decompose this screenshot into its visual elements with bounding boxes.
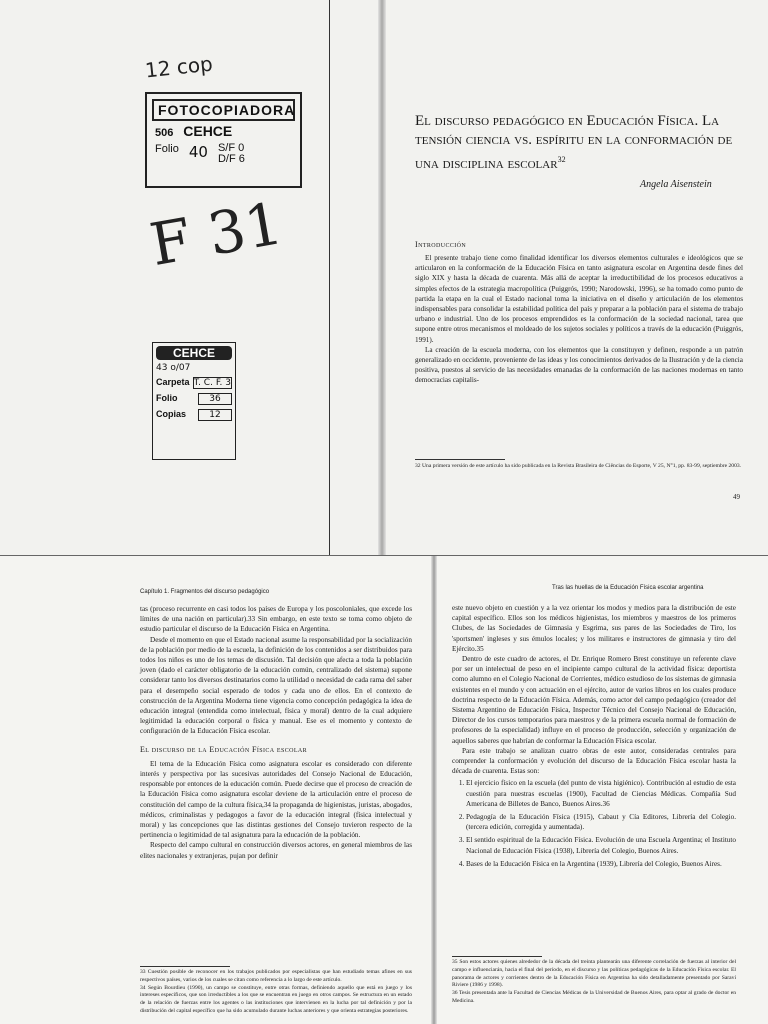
- footnote-35: 35 Son estos actores quienes alrededor de la década del treinta plantearán una diferente correlación de fuerzas al interior del campo e influenciarán, hacia el final del período, en el discurso y las políticas pedagógicas de la Educación Física escolar. El panorama de actores y corrientes dentro de la Educación Física en Argentina ha sido detalladamente presentado por Saraví Riviere (1986 y 1998).: [452, 959, 736, 989]
- copias-row: [156, 409, 232, 421]
- section-introduccion: Introducción: [415, 240, 467, 249]
- copias-label: Copias: [156, 409, 187, 419]
- archive-logo: CEHCE: [156, 346, 232, 360]
- handwriting-big: F 31: [145, 189, 288, 279]
- section-discurso: El discurso de la Educación Física escolar: [140, 744, 308, 754]
- list-item: 4. Bases de la Educación Física en la Argentina (1939), Librería del Colegio, Buenos Aires.: [466, 859, 736, 869]
- df-value: 6: [238, 153, 245, 165]
- article-title-text: El discurso pedagógico en Educación Física. La tensión ciencia vs. espíritu en la conformación de una disciplina escolar: [415, 113, 733, 172]
- left-page-edge: [329, 0, 330, 555]
- top-gutter-shadow: [378, 0, 386, 555]
- paragraph: El tema de la Educación Física como asignatura escolar es considerado con diferente interés y perspectiva por las sucesivas autoridades del Consejo Nacional de Educación, responsable por entonces de la educación común. Puede decirse que el proceso de creación de la Educación Física como asignatura escolar deviene de la articulación entre el proceso de constitución del campo de la cultura física,34 la propaganda de higienistas, juristas, abogados, médicos, criminalistas y pedagogos a favor de la educación integral (física intelectual y moral) y las concepciones que las distintas gestiones del Consejo tuvieron respecto de la pertinencia o legitimidad de tal asignatura para la educación de la población.: [140, 759, 412, 840]
- paragraph: Desde el momento en que el Estado nacional asume la responsabilidad por la socialización de la población por medio de la escuela, la definición de los contenidos a ser distribuidos para todos los niños es uno de los temas de discusión. Tal decisión que afecta a toda la población joven (dado el carácter obligatorio de la educación común, centralizado del sistema) supone considerar tanto los diversos destinatarios como la utilidad o necesidad de cada rama del saber para el desempeño social esperado de todos y cada uno de ellos. En el contexto de construcción de la Argentina Moderna tiene vigencia como concepción pedagógica la idea de educación integral (entendida como intelectual, física y moral) dentro de la cual adquiere legitimidad la educación corporal o física y manual. Ese es el momento y contexto de configuración de la Educación Física escolar.: [140, 635, 412, 736]
- page50-body: [140, 604, 412, 861]
- spread-divider: [0, 555, 768, 556]
- carpeta-label: Carpeta: [156, 377, 190, 387]
- footnote-36: 36 Tesis presentada ante la Facultad de Ciencias Médicas de la Universidad de Buenos Aires, para optar al grado de doctor en Medicina.: [452, 990, 736, 1004]
- side-folio-value: 36: [198, 393, 232, 405]
- stamp-title: FOTOCOPIADORA: [152, 99, 295, 121]
- paragraph: este nuevo objeto en cuestión y a la vez orientar los modos y medios para la distribución de este capital específico. Ellos son los médicos higienistas, los miembros y maestros de los primeros Clubes, de las Sociedades de Gimnasia y Esgrima, sus pares de las Sociedades de Tiro, los 'sportsmen' ingleses y sus émulos locales; y los militares e instructores de gimnasia y tiro del Ejército.35: [452, 604, 736, 653]
- carpeta-value: T. C. F. 3: [193, 378, 231, 388]
- footnote-rule: [452, 956, 542, 957]
- list-item: 1. El ejercicio físico en la escuela (del punto de vista higiénico). Contribución al estudio de esta cuestión para nuestras escuelas (1900), Facultad de Ciencias Médicas. Compañía Sud Americana de Billetes de Banco, Buenos Aires.36: [466, 778, 736, 809]
- footnote-32: 32 Una primera versión de este artículo ha sido publicada en la Revista Brasileira de Ciências do Esporte, V 25, N°1, pp. 83-99, septiembre 2003.: [415, 463, 742, 469]
- archive-stamp: [152, 342, 236, 460]
- paragraph: El presente trabajo tiene como finalidad identificar los diversos elementos culturales e ideológicos que se articularon en la conformación de la Educación Física en tanto asignatura escolar en Argentina desde fines del siglo XIX y hasta la década de cuarenta. Más allá de aceptar la irreductibilidad de los procesos educativos a simples efectos de la estrategia macropolítica (Puiggrós, 1990; Narodowski, 1996), se ha tomado como punto de partida la etapa en la cual el Estado nacional toma la iniciativa en el diseño y articulación de los elementos indispensables para consolidar la estabilidad política del país y preparar a la población para el sistema de trabajo urbano e industrial. Uno de los procesos emprendidos es la conformación de la sociedad nacional, tarea que supone entre otros mecanismos el moldeado de los sujetos sociales y políticos a través de la educación (Puiggrós, 1991).: [415, 254, 743, 344]
- page49-body: [415, 253, 743, 386]
- article-title: [415, 112, 745, 174]
- sf-df: [218, 143, 245, 165]
- paragraph: Respecto del campo cultural en construcción diversos actores, en general miembros de las elites nacionales y extranjeras, pujan por definir: [140, 841, 412, 860]
- sf-label: S/F: [217, 142, 236, 154]
- stamp-name: CEHCE: [183, 123, 233, 139]
- fotocopiadora-stamp: [145, 92, 302, 188]
- side-folio-label: Folio: [156, 393, 178, 403]
- running-head-left: Capítulo 1. Fragmentos del discurso pedagógico: [140, 589, 270, 595]
- footnote-rule: [140, 966, 230, 967]
- paragraph: tas (proceso recurrente en casi todos los países de Europa y los poscoloniales, que excede los límites de una nación en particular).33 Sin embargo, en este texto se toma como objeto de estudio particular el discurso de la Educación Física en Argentina.: [140, 605, 412, 634]
- folio-row: [156, 393, 232, 405]
- stamp-folio-row: [155, 143, 292, 165]
- stamp-prefix: 506: [155, 127, 174, 139]
- page51-body: [452, 603, 736, 872]
- folio-value: 40: [188, 143, 208, 161]
- paragraph: Para este trabajo se analizan cuatro obras de este autor, consideradas centrales para comprender la conformación y evolución del discurso de la Educación Física escolar hasta la década de cuarenta. Estas son:: [452, 746, 736, 776]
- carpeta-row: [156, 377, 232, 389]
- running-head-right: Tras las huellas de la Educación Física escolar argentina: [552, 585, 704, 591]
- paragraph: La creación de la escuela moderna, con los elementos que la constituyen y definen, responde a un patrón generalizado en occidente, proveniente de las ideas y los conocimientos derivados de la Ilustración y de la ciencia positiva, puestos al servicio de las necesidades emanadas de la conformación de las naciones modernas en tanto democracias capitalis-: [415, 345, 743, 385]
- works-list: [452, 778, 736, 869]
- paragraph: Dentro de este cuadro de actores, el Dr. Enrique Romero Brest constituye un referente clave por ser un intelectual de peso en el incipiente campo cultural de la actividad física: deportista como alumno en el Colegio Nacional de Corrientes, médico estudioso de los sistemas de gimnasia existentes en el mundo y con actuación en el ejército, autor de varios libros en los cuales produce doctrina respecto de la Educación Física. Además, como actor del campo pedagógico (creador del Sistema Argentino de Educación Física, Inspector Técnico del Consejo Nacional de Educación, Director de los cursos temporarios para maestros y de la primera escuela normal de formación de profesores de la especialidad) influye en el proceso de producción, selección y organización de aquellos saberes que habrían de conformar la Educación Física escolar.: [452, 655, 736, 745]
- folio-label: Folio: [155, 143, 179, 155]
- handwriting-corner: 12 cop: [143, 51, 214, 83]
- bottom-gutter-shadow: [431, 555, 437, 1024]
- copias-value: 12: [198, 409, 232, 421]
- article-title-note: 32: [557, 155, 566, 164]
- archive-code: 43 o/07: [156, 363, 191, 373]
- df-label: D/F: [217, 153, 236, 165]
- sf-value: 0: [238, 142, 245, 154]
- article-author: Angela Aisenstein: [640, 179, 712, 190]
- list-item: 3. El sentido espiritual de la Educación Física. Evolución de una Escuela Argentina; el Instituto Nacional de Educación Física (1938), Librería del Colegio, Buenos Aires.: [466, 835, 736, 855]
- footnote-34: 34 Según Bourdieu (1990), un campo se constituye, entre otras formas, definiendo aquello que está en juego y los intereses específicos, que son irreductibles a los que se encuentran en juego en otros campos. Se estructura en un estado de la relación de fuerzas entre los agentes o las instituciones que intervienen en la lucha por tal definición y por la distribución del capital específico que ha sido acumulado durante luchas anteriores y que orienta estrategias posteriores.: [140, 984, 412, 1014]
- page51-footnotes: [452, 959, 736, 1006]
- list-item: 2. Pedagogía de la Educación Física (1915), Cabaut y Cía Editores, Librería del Colegio. (tercera edición, corregida y aumentada).: [466, 812, 736, 832]
- footnote-rule: [415, 459, 505, 460]
- stamp-name-row: [155, 123, 292, 139]
- page-number-49: 49: [733, 493, 740, 501]
- footnote-33: 33 Cuestión posible de reconocer en los trabajos publicados por especialistas que han estudiado temas afines en sus respectivos países, varios de los cuales se citan como referencia a lo largo de este artículo.: [140, 969, 412, 983]
- page50-footnotes: [140, 969, 412, 1016]
